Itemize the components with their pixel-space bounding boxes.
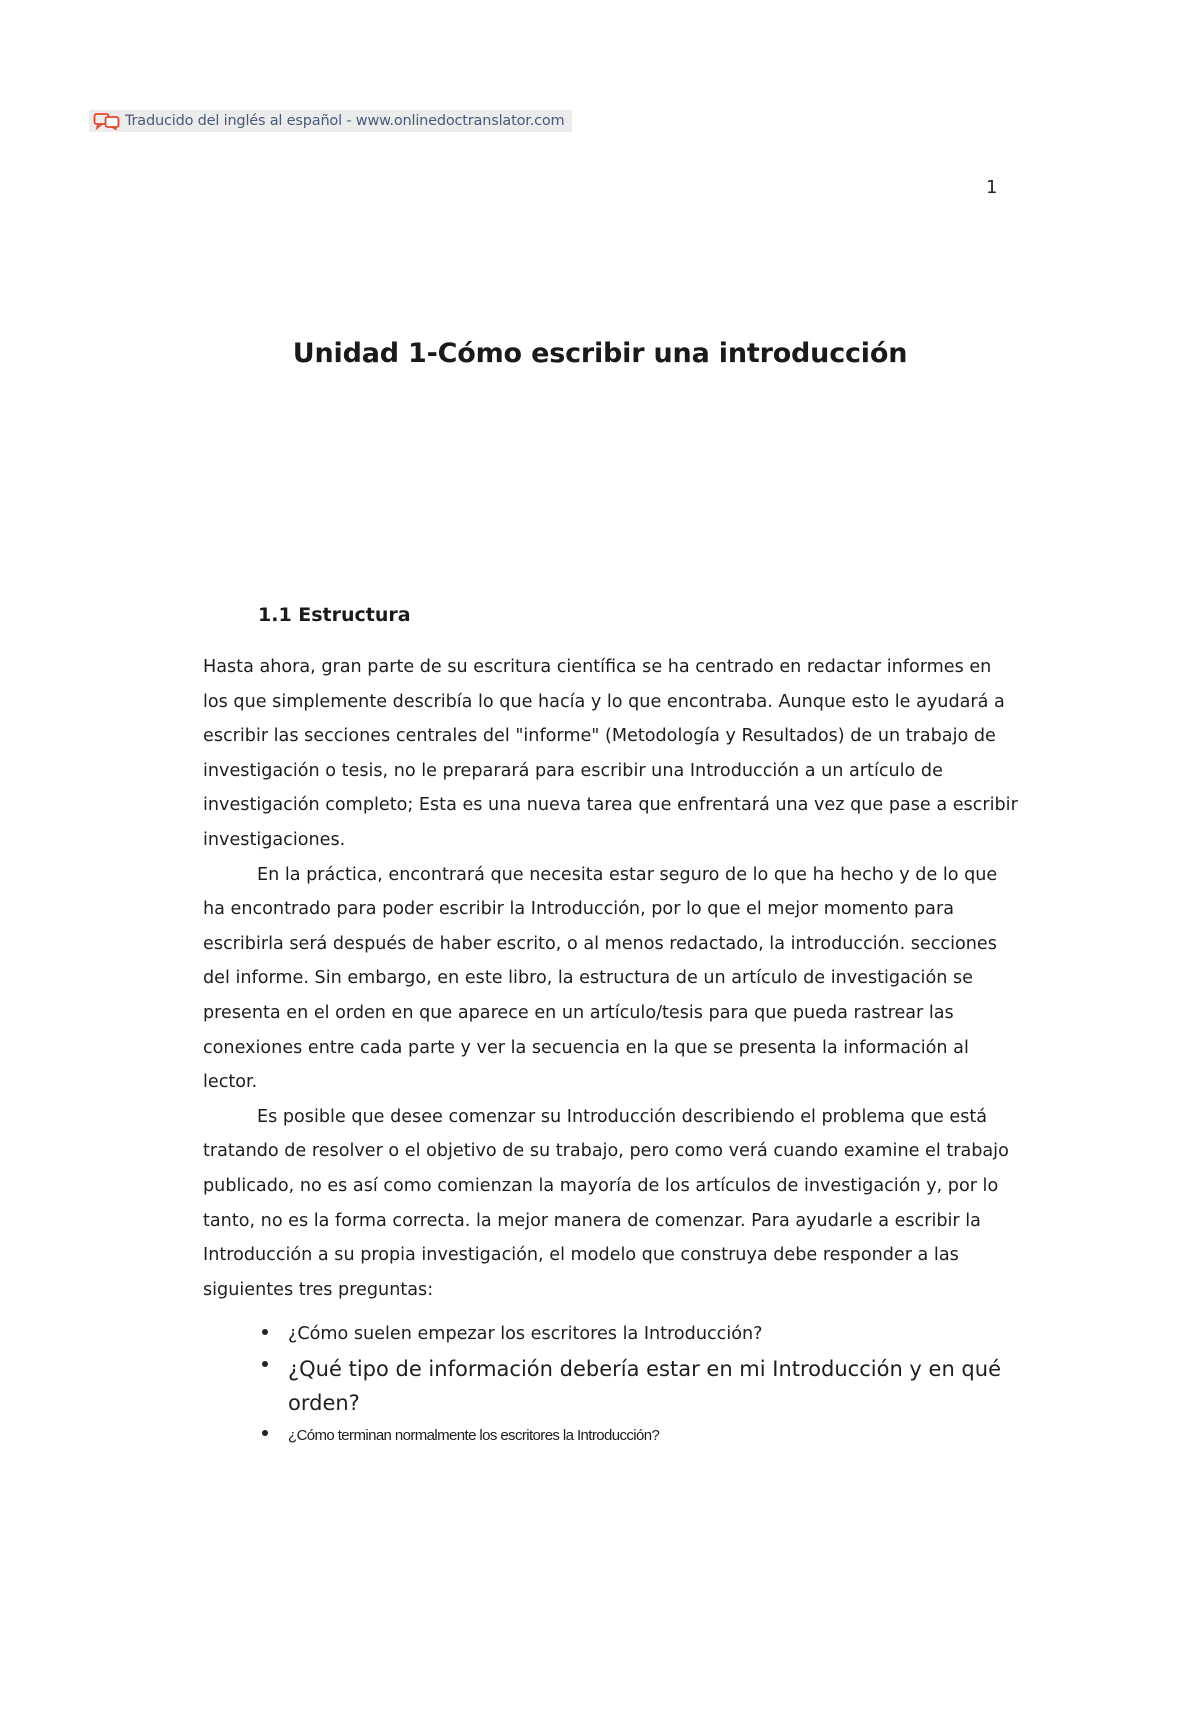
- page-title: Unidad 1-Cómo escribir una introducción: [292, 338, 908, 369]
- paragraph: En la práctica, encontrará que necesita estar seguro de lo que ha hecho y de lo que ha encontrado para poder escribir la Introducción, por lo que el mejor momento para escribirla será después de haber escrito, o al menos redactado, la introducción. secciones del informe. Sin embargo, en este libro, la estructura de un artículo de investigación se presenta en el orden en que aparece en un artículo/tesis para que pueda rastrear las conexiones entre cada parte y ver la secuencia en la que se presenta la información al lector.: [203, 864, 998, 1093]
- bullet-icon: [262, 1430, 268, 1436]
- translate-icon: [93, 112, 121, 130]
- bullet-icon: [262, 1361, 268, 1367]
- page-number: 1: [986, 177, 998, 198]
- paragraph: Es posible que desee comenzar su Introducción describiendo el problema que está tratando de resolver o el objetivo de su trabajo, pero como verá cuando examine el trabajo publicado, no es así como comienzan la mayoría de los artículos de investigación y, por lo tanto, no es la forma correcta. la mejor manera de comenzar. Para ayudarle a escribir la Introducción a su propia investigación, el modelo que construya debe responder a las siguientes tres preguntas:: [203, 1106, 1009, 1300]
- bullet-icon: [262, 1329, 268, 1335]
- translator-banner[interactable]: [89, 110, 572, 132]
- section-heading: 1.1 Estructura: [258, 604, 411, 626]
- paragraph: Hasta ahora, gran parte de su escritura científica se ha centrado en redactar informes en los que simplemente describía lo que hacía y lo que encontraba. Aunque esto le ayudará a escribir las secciones centrales del "informe" (Metodología y Resultados) de un trabajo de investigación o tesis, no le preparará para escribir una Introducción a un artículo de investigación completo; Esta es una nueva tarea que enfrentará una vez que pase a escribir investigaciones.: [203, 657, 1018, 850]
- translator-banner-text: Traducido del inglés al español - www.onlinedoctranslator.com: [125, 113, 565, 129]
- list-item: [258, 1424, 1018, 1448]
- list-item-text: ¿Qué tipo de información debería estar en mi Introducción y en qué orden?: [288, 1357, 1001, 1415]
- question-list: [258, 1320, 1018, 1448]
- list-item-text: ¿Cómo terminan normalmente los escritores la Introducción?: [288, 1427, 660, 1444]
- body-text: [203, 650, 1021, 1307]
- list-item-text: ¿Cómo suelen empezar los escritores la Introducción?: [288, 1324, 763, 1344]
- list-item: [258, 1320, 1018, 1348]
- list-item: [258, 1352, 1018, 1420]
